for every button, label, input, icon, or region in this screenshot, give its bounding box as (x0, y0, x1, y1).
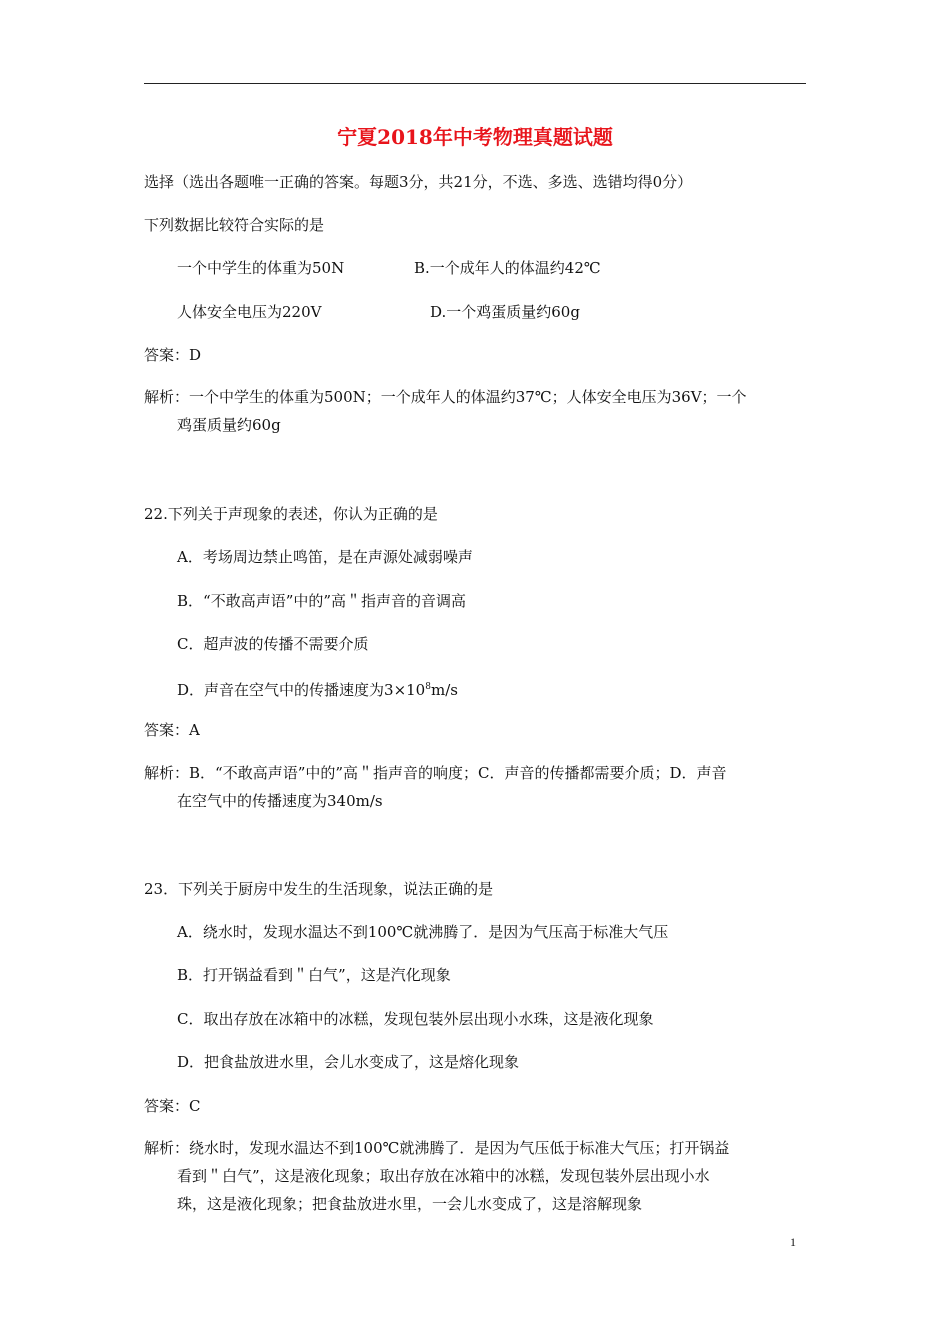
question-23-stem: 23．下列关于厨房中发生的生活现象，说法正确的是 (144, 880, 494, 898)
question-23-option-b: B．打开锅益看到＂白气”，这是汽化现象 (177, 966, 451, 984)
option-d-unit: m/s (430, 681, 458, 699)
question-22-answer: 答案：A (144, 721, 200, 739)
explanation-line: 解析：一个中学生的体重为500N；一个成年人的体温约37℃；人体安全电压为36V；一个 (144, 388, 747, 406)
question-23-explanation (144, 1134, 814, 1218)
question-1-stem: 下列数据比较符合实际的是 (144, 216, 325, 234)
question-22-stem: 22.下列关于声现象的表述，你认为正确的是 (144, 505, 438, 523)
question-23-option-d: D．把食盐放进水里，会儿水变成了，这是熔化现象 (177, 1053, 520, 1071)
question-1-explanation (144, 383, 814, 439)
question-23-answer: 答案：C (144, 1097, 201, 1115)
option-d-exponent: 8 (425, 682, 431, 692)
question-22-option-b: B．“不敢高声语”中的”高＂指声音的音调高 (177, 592, 467, 610)
question-22-explanation (144, 759, 814, 815)
option-d-text: D．声音在空气中的传播速度为3×10 (177, 681, 426, 699)
question-1-option-d: D.一个鸡蛋质量约60g (430, 303, 580, 321)
question-1-option-b: B.一个成年人的体温约42℃ (414, 259, 601, 277)
explanation-line: 解析：B．“不敢高声语”中的”高＂指声音的响度；C．声音的传播都需要介质；D．声音 (144, 764, 727, 782)
question-1-answer: 答案：D (144, 346, 202, 364)
explanation-line: 看到＂白气”，这是液化现象；取出存放在冰箱中的冰糕，发现包装外层出现小水 (177, 1167, 710, 1185)
question-1-option-a: 一个中学生的体重为50N (177, 259, 345, 277)
explanation-line: 在空气中的传播速度为340m/s (177, 792, 383, 810)
page-number: 1 (790, 1235, 796, 1249)
explanation-line: 解析：绕水时，发现水温达不到100℃就沸腾了．是因为气压低于标准大气压；打开锅益 (144, 1139, 730, 1157)
question-22-option-d (177, 675, 458, 702)
document-title: 宁夏2018年中考物理真题试题 (337, 125, 613, 149)
question-23-option-c: C．取出存放在冰箱中的冰糕，发现包装外层出现小水珠，这是液化现象 (177, 1010, 654, 1028)
section-heading: 选择（选出各题唯一正确的答案。每题3分，共21分，不选、多选、选错均得0分） (144, 173, 693, 191)
question-1-option-c: 人体安全电压为220V (177, 303, 322, 321)
question-22-option-c: C．超声波的传播不需要介质 (177, 635, 369, 653)
question-23-option-a: A．绕水时，发现水温达不到100℃就沸腾了．是因为气压高于标准大气压 (177, 923, 669, 941)
explanation-line: 鸡蛋质量约60g (177, 416, 281, 434)
explanation-line: 珠，这是液化现象；把食盐放进水里，一会儿水变成了，这是溶解现象 (177, 1195, 643, 1213)
question-22-option-a: A．考场周边禁止鸣笛，是在声源处减弱噪声 (177, 548, 473, 566)
header-rule (144, 83, 806, 84)
